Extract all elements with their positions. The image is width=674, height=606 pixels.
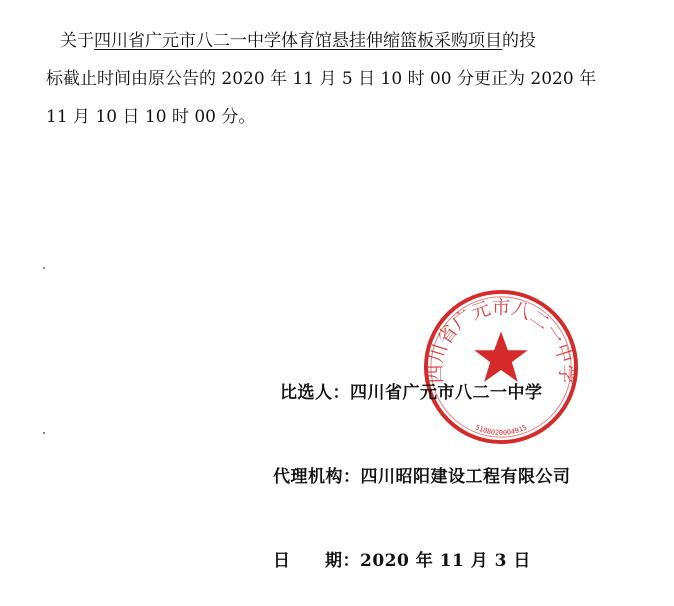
official-seal: [422, 288, 580, 446]
date-line: [273, 546, 531, 571]
notice-prefix: 关于: [60, 31, 94, 51]
agency-line: [273, 462, 571, 487]
date-label-first: 日: [273, 551, 291, 571]
notice-line1-suffix: 的投: [502, 31, 536, 51]
buyer-label: 比选人：: [280, 383, 350, 403]
buyer-line: [280, 378, 543, 403]
project-name: 四川省广元市八二一中学体育馆悬挂伸缩篮板采购项目: [94, 31, 502, 51]
notice-line3: 11 月 10 日 10 时 00 分。: [46, 107, 256, 127]
scan-speck: [43, 432, 45, 434]
buyer-value: 四川省广元市八二一中学: [350, 383, 543, 403]
agency-label: 代理机构：: [273, 467, 361, 487]
date-value: 2020 年 11 月 3 日: [360, 551, 531, 571]
seal-text: 四川省广元市八二一中学: [425, 297, 577, 384]
agency-value: 四川昭阳建设工程有限公司: [360, 467, 571, 487]
seal-serial: 5108020004915: [473, 423, 529, 437]
scan-speck: [43, 267, 45, 269]
notice-line2: 标截止时间由原公告的 2020 年 11 月 5 日 10 时 00 分更正为 2020 年: [46, 69, 597, 89]
date-label-second: 期：: [325, 551, 360, 571]
seal-star-icon: [474, 331, 527, 381]
notice-paragraph: [46, 22, 626, 136]
